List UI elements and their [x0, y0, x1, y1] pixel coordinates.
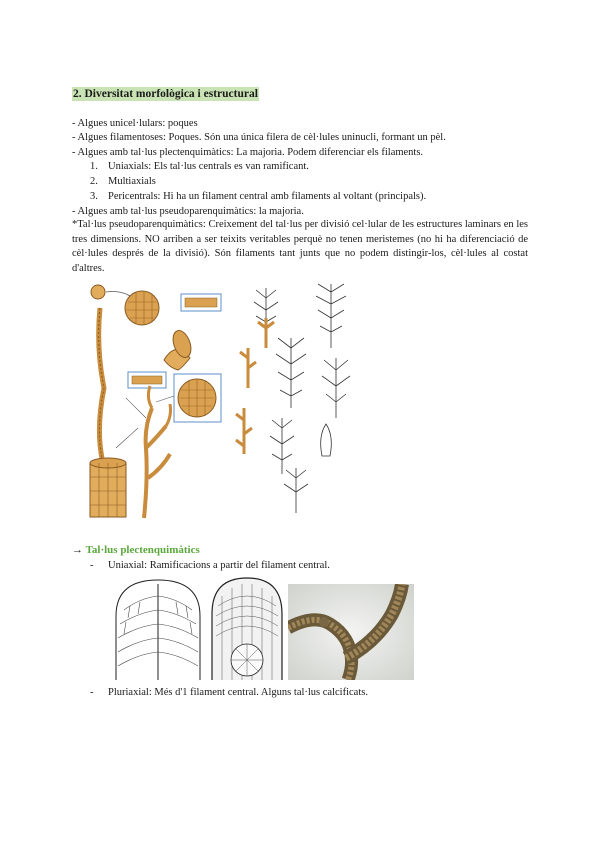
type-number: 1.	[90, 161, 98, 172]
subsection-heading	[72, 544, 200, 557]
thallus-types-illustration	[86, 278, 366, 528]
bullet-uniaxial: Uniaxial: Ramificacions a partir del filament central.	[108, 560, 330, 571]
bullet-pluriaxial: Pluriaxial: Més d'1 filament central. Alguns tal·lus calcificats.	[108, 687, 368, 698]
micrograph-photo	[288, 584, 414, 680]
uniaxial-section-drawing	[208, 576, 286, 680]
line-pseudoparenchymatic: - Algues amb tal·lus pseudoparenquimàtics: la majoria.	[72, 206, 304, 217]
arrow-icon: →	[72, 544, 83, 556]
subsection-title: Tal·lus plectenquimàtics	[85, 544, 200, 556]
uniaxial-drawing	[110, 576, 206, 680]
line-filamentous: - Algues filamentoses: Poques. Són una única filera de cèl·lules uninucli, formant un pèl.	[72, 132, 446, 143]
bullet-marker: -	[90, 687, 94, 698]
type-pericentral: Pericentrals: Hi ha un filament central amb filaments al voltant (principals).	[108, 191, 427, 202]
bullet-marker: -	[90, 560, 94, 571]
type-number: 3.	[90, 191, 98, 202]
line-plectenchymatic: - Algues amb tal·lus plectenquimàtics: La majoria. Podem diferenciar els filaments.	[72, 147, 424, 158]
definition-paragraph: *Tal·lus pseudoparenquimàtics: Creixement del tal·lus per divisió cel·lular de les estructures laminars en les tres dimensions. NO arriben a ser teixits veritables perquè no tenen meristemes (no hi ha diferenciació de cèl·lules després de la divisió). Són filaments tant junts que no podem distingir-los, cèl·lules al costat d'altres.	[72, 219, 528, 274]
type-multiaxial: Multiaxials	[108, 176, 156, 187]
section-title: 2. Diversitat morfològica i estructural	[73, 88, 258, 100]
type-uniaxial: Uniaxials: Els tal·lus centrals es van ramificant.	[108, 161, 309, 172]
type-number: 2.	[90, 176, 98, 187]
line-unicellular: - Algues unicel·lulars: poques	[72, 118, 198, 129]
